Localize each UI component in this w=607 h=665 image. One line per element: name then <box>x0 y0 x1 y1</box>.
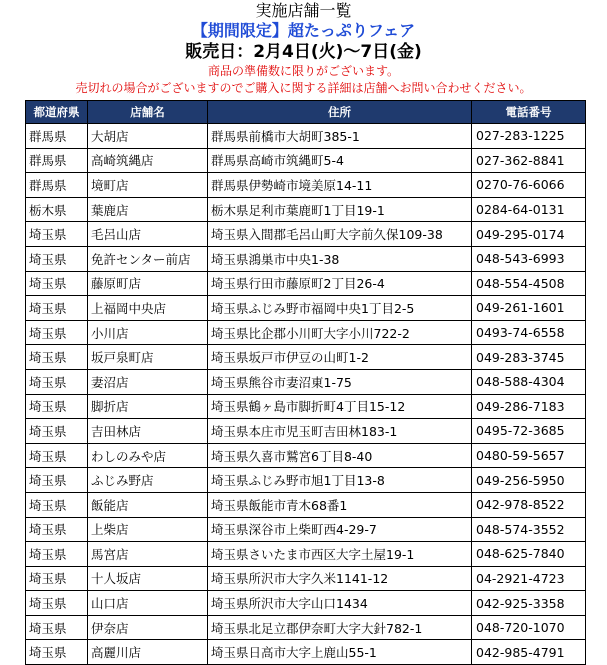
cell-address: 埼玉県ふじみ野市福岡中央1丁目2-5 <box>208 296 472 321</box>
cell-prefecture: 埼玉県 <box>26 271 88 296</box>
cell-store: 妻沼店 <box>88 369 208 394</box>
table-row <box>26 419 586 444</box>
table-body <box>26 124 586 665</box>
cell-phone: 04-2921-4723 <box>472 566 586 591</box>
table-row <box>26 173 586 198</box>
table-row <box>26 320 586 345</box>
cell-address: 群馬県伊勢崎市境美原14-11 <box>208 173 472 198</box>
cell-phone: 042-978-8522 <box>472 492 586 517</box>
table-row <box>26 468 586 493</box>
cell-phone: 042-985-4791 <box>472 640 586 665</box>
cell-store: 伊奈店 <box>88 615 208 640</box>
cell-phone: 048-625-7840 <box>472 542 586 567</box>
cell-prefecture: 群馬県 <box>26 124 88 149</box>
cell-store: 脚折店 <box>88 394 208 419</box>
table-row <box>26 222 586 247</box>
page-title: 実施店舗一覧 <box>255 1 352 20</box>
cell-store: 免許センター前店 <box>88 246 208 271</box>
cell-store: 小川店 <box>88 320 208 345</box>
stock-notice: 商品の準備数に限りがございます。 <box>207 64 400 78</box>
cell-store: わしのみや店 <box>88 443 208 468</box>
cell-address: 埼玉県深谷市上柴町西4-29-7 <box>208 517 472 542</box>
cell-address: 埼玉県ふじみ野市旭1丁目13-8 <box>208 468 472 493</box>
cell-phone: 027-283-1225 <box>472 124 586 149</box>
table-row <box>26 394 586 419</box>
cell-store: 吉田林店 <box>88 419 208 444</box>
table-row <box>26 197 586 222</box>
cell-address: 埼玉県本庄市児玉町吉田林183-1 <box>208 419 472 444</box>
page-header <box>0 0 607 96</box>
cell-address: 群馬県高崎市筑縄町5-4 <box>208 148 472 173</box>
cell-address: 埼玉県所沢市大字山口1434 <box>208 591 472 616</box>
cell-store: 上福岡中央店 <box>88 296 208 321</box>
cell-phone: 048-554-4508 <box>472 271 586 296</box>
column-header-phone: 電話番号 <box>472 101 586 124</box>
table-row <box>26 369 586 394</box>
cell-address: 埼玉県坂戸市伊豆の山町1-2 <box>208 345 472 370</box>
cell-store: 十人坂店 <box>88 566 208 591</box>
cell-address: 埼玉県飯能市青木68番1 <box>208 492 472 517</box>
cell-phone: 049-283-3745 <box>472 345 586 370</box>
cell-prefecture: 埼玉県 <box>26 394 88 419</box>
cell-prefecture: 埼玉県 <box>26 246 88 271</box>
cell-address: 埼玉県行田市藤原町2丁目26-4 <box>208 271 472 296</box>
table-row <box>26 296 586 321</box>
column-header-store: 店舗名 <box>88 101 208 124</box>
cell-store: 上柴店 <box>88 517 208 542</box>
cell-store: 飯能店 <box>88 492 208 517</box>
cell-prefecture: 群馬県 <box>26 173 88 198</box>
cell-store: 藤原町店 <box>88 271 208 296</box>
cell-address: 埼玉県北足立郡伊奈町大字大針782-1 <box>208 615 472 640</box>
cell-phone: 048-588-4304 <box>472 369 586 394</box>
cell-phone: 049-295-0174 <box>472 222 586 247</box>
table-header-row <box>26 101 586 124</box>
cell-address: 埼玉県鶴ヶ島市脚折町4丁目15-12 <box>208 394 472 419</box>
column-header-prefecture: 都道府県 <box>26 101 88 124</box>
cell-prefecture: 栃木県 <box>26 197 88 222</box>
cell-phone: 0495-72-3685 <box>472 419 586 444</box>
store-table <box>25 100 586 665</box>
cell-store: 高崎筑縄店 <box>88 148 208 173</box>
table-row <box>26 443 586 468</box>
table-row <box>26 566 586 591</box>
cell-phone: 042-925-3358 <box>472 591 586 616</box>
table-row <box>26 517 586 542</box>
cell-address: 埼玉県久喜市鷲宮6丁目8-40 <box>208 443 472 468</box>
cell-address: 埼玉県さいたま市西区大字土屋19-1 <box>208 542 472 567</box>
sale-date: 販売日：2月4日(火)～7日(金) <box>185 42 422 62</box>
cell-store: ふじみ野店 <box>88 468 208 493</box>
cell-prefecture: 埼玉県 <box>26 591 88 616</box>
cell-prefecture: 埼玉県 <box>26 468 88 493</box>
cell-phone: 048-574-3552 <box>472 517 586 542</box>
table-row <box>26 615 586 640</box>
cell-phone: 048-720-1070 <box>472 615 586 640</box>
cell-address: 栃木県足利市葉鹿町1丁目19-1 <box>208 197 472 222</box>
cell-prefecture: 埼玉県 <box>26 369 88 394</box>
cell-address: 埼玉県所沢市大字久米1141-12 <box>208 566 472 591</box>
cell-phone: 048-543-6993 <box>472 246 586 271</box>
cell-phone: 0480-59-5657 <box>472 443 586 468</box>
cell-address: 埼玉県日高市大字上鹿山55-1 <box>208 640 472 665</box>
table-row <box>26 591 586 616</box>
column-header-address: 住所 <box>208 101 472 124</box>
cell-phone: 0493-74-6558 <box>472 320 586 345</box>
cell-prefecture: 群馬県 <box>26 148 88 173</box>
cell-phone: 049-286-7183 <box>472 394 586 419</box>
cell-address: 埼玉県熊谷市妻沼東1-75 <box>208 369 472 394</box>
cell-store: 境町店 <box>88 173 208 198</box>
cell-prefecture: 埼玉県 <box>26 443 88 468</box>
cell-prefecture: 埼玉県 <box>26 419 88 444</box>
cell-store: 毛呂山店 <box>88 222 208 247</box>
table-row <box>26 345 586 370</box>
table-row <box>26 148 586 173</box>
cell-prefecture: 埼玉県 <box>26 640 88 665</box>
cell-prefecture: 埼玉県 <box>26 296 88 321</box>
cell-phone: 049-256-5950 <box>472 468 586 493</box>
cell-store: 馬宮店 <box>88 542 208 567</box>
contact-notice: 売切れの場合がございますのでご購入に関する詳細は店舗へお問い合わせください。 <box>75 81 532 95</box>
cell-prefecture: 埼玉県 <box>26 492 88 517</box>
cell-address: 埼玉県入間郡毛呂山町大字前久保109-38 <box>208 222 472 247</box>
cell-prefecture: 埼玉県 <box>26 517 88 542</box>
cell-prefecture: 埼玉県 <box>26 320 88 345</box>
table-row <box>26 640 586 665</box>
cell-prefecture: 埼玉県 <box>26 542 88 567</box>
table-row <box>26 492 586 517</box>
cell-phone: 0284-64-0131 <box>472 197 586 222</box>
cell-store: 大胡店 <box>88 124 208 149</box>
cell-store: 山口店 <box>88 591 208 616</box>
cell-store: 葉鹿店 <box>88 197 208 222</box>
cell-store: 坂戸泉町店 <box>88 345 208 370</box>
cell-prefecture: 埼玉県 <box>26 566 88 591</box>
cell-address: 群馬県前橋市大胡町385-1 <box>208 124 472 149</box>
table-row <box>26 246 586 271</box>
cell-prefecture: 埼玉県 <box>26 222 88 247</box>
campaign-title: 【期間限定】超たっぷりフェア <box>191 21 416 40</box>
cell-address: 埼玉県鴻巣市中央1-38 <box>208 246 472 271</box>
table-row <box>26 124 586 149</box>
cell-prefecture: 埼玉県 <box>26 615 88 640</box>
table-row <box>26 271 586 296</box>
cell-phone: 027-362-8841 <box>472 148 586 173</box>
cell-store: 高麗川店 <box>88 640 208 665</box>
table-row <box>26 542 586 567</box>
cell-phone: 049-261-1601 <box>472 296 586 321</box>
cell-address: 埼玉県比企郡小川町大字小川722-2 <box>208 320 472 345</box>
cell-phone: 0270-76-6066 <box>472 173 586 198</box>
cell-prefecture: 埼玉県 <box>26 345 88 370</box>
